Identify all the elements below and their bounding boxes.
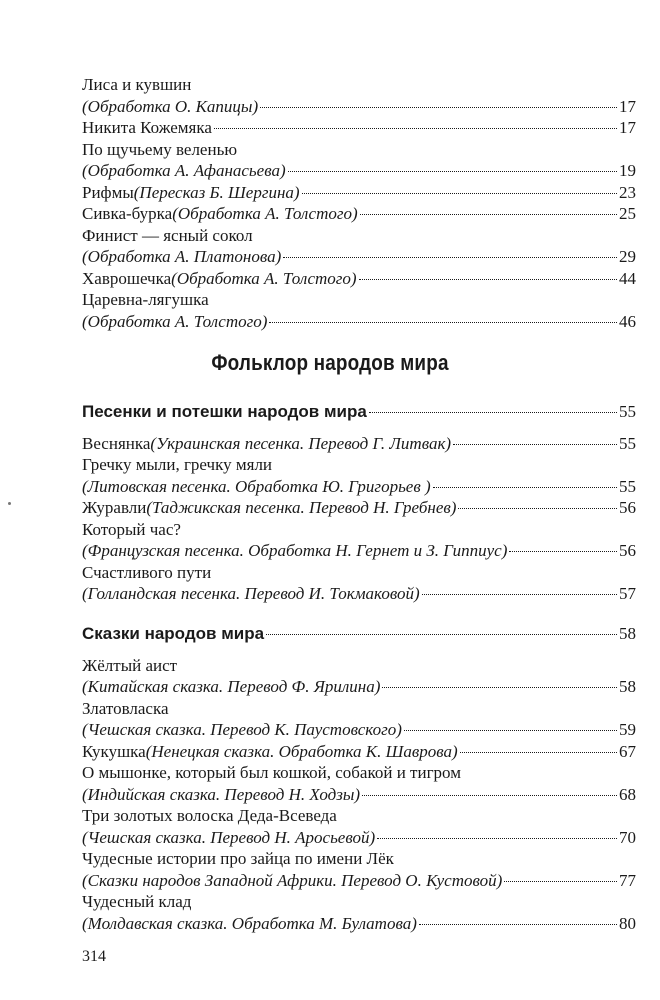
toc-entry-title-line[interactable] (82, 762, 636, 784)
page-ref: 70 (619, 827, 636, 847)
toc-entry-title-line[interactable] (82, 289, 636, 311)
page-ref: 56 (619, 541, 636, 560)
toc-tales-section (82, 623, 636, 934)
page-ref: 55 (619, 402, 636, 421)
page-ref: 44 (619, 268, 636, 288)
page-ref: 80 (619, 913, 636, 933)
leader-dots (419, 924, 617, 925)
entry-title: Жёлтый аист (82, 655, 178, 675)
toc-entry-title-line[interactable] (82, 454, 636, 476)
leader-dots (283, 257, 617, 258)
entry-title: Веснянка (82, 433, 151, 453)
entry-title: Счастливого пути (82, 562, 212, 582)
leader-dots (266, 634, 617, 635)
entry-note: (Литовская песенка. Обработка Ю. Григорьев ) (82, 476, 431, 496)
entry-note: (Чешская сказка. Перевод Н. Аросьевой) (82, 827, 376, 847)
leader-dots (504, 881, 617, 882)
toc-entry[interactable] (82, 160, 636, 182)
section-title: Фольклор народов мира (211, 350, 449, 375)
toc-songs-list (82, 433, 636, 605)
leader-dots (359, 279, 617, 280)
page-ref: 57 (619, 584, 636, 603)
page-ref: 46 (619, 311, 636, 331)
leader-dots (453, 444, 617, 445)
subheading-title: Сказки народов мира (82, 624, 265, 643)
toc-entry[interactable] (82, 784, 636, 806)
entry-title: Который час? (82, 519, 181, 539)
leader-dots (509, 551, 617, 552)
leader-dots (377, 838, 617, 839)
entry-note: (Обработка О. Капицы) (82, 96, 259, 116)
toc-entry[interactable] (82, 433, 636, 455)
leader-dots (288, 171, 617, 172)
toc-songs-section (82, 401, 636, 605)
toc-entry-title-line[interactable] (82, 519, 636, 541)
toc-entry[interactable] (82, 870, 636, 892)
toc-entry[interactable] (82, 476, 636, 498)
toc-entry[interactable] (82, 268, 636, 290)
entry-note: (Пересказ Б. Шергина) (133, 182, 300, 202)
entry-title: Финист — ясный сокол (82, 225, 253, 245)
scan-speck (8, 502, 11, 505)
entry-note: (Обработка А. Толстого) (172, 204, 358, 223)
toc-entry[interactable] (82, 182, 636, 204)
page-ref: 19 (619, 161, 636, 180)
leader-dots (369, 412, 617, 413)
toc-subheading-tales[interactable] (82, 623, 636, 645)
leader-dots (362, 795, 617, 796)
toc-entry-title-line[interactable] (82, 139, 636, 161)
entry-title: Хаврошечка (82, 268, 172, 288)
toc-entry[interactable] (82, 540, 636, 562)
entry-title: О мышонке, который был кошкой, собакой и тигром (82, 763, 461, 782)
page-number: 314 (82, 948, 106, 965)
page-ref: 67 (619, 741, 636, 761)
entry-note: (Таджикская песенка. Перевод Н. Гребнев) (146, 498, 457, 517)
toc-subheading-songs[interactable] (82, 401, 636, 423)
entry-title: Лиса и кувшин (82, 75, 192, 94)
leader-dots (269, 322, 617, 323)
toc-entry[interactable] (82, 676, 636, 698)
entry-title: Сивка-бурка (82, 204, 173, 223)
page-ref: 55 (619, 433, 636, 453)
entry-note: (Сказки народов Западной Африки. Перевод О. Кустовой) (82, 870, 503, 890)
page-ref: 29 (619, 247, 636, 266)
leader-dots (214, 128, 617, 129)
toc-entry-title-line[interactable] (82, 225, 636, 247)
entry-title: Златовласка (82, 698, 169, 718)
entry-note: (Обработка А. Толстого) (171, 268, 357, 288)
toc-entry[interactable] (82, 311, 636, 333)
entry-title: Чудесные истории про зайца по имени Лёк (82, 849, 394, 868)
toc-entry-title-line[interactable] (82, 562, 636, 584)
toc-entry-title-line[interactable] (82, 805, 636, 827)
entry-note: (Украинская песенка. Перевод Г. Литвак) (150, 433, 452, 453)
page-ref: 55 (619, 476, 636, 496)
toc-entry[interactable] (82, 117, 636, 139)
toc-entry[interactable] (82, 827, 636, 849)
toc-entry[interactable] (82, 246, 636, 268)
entry-note: (Китайская сказка. Перевод Ф. Ярилина) (82, 677, 381, 696)
entry-title: Журавли (82, 498, 147, 517)
entry-note: (Обработка А. Афанасьева) (82, 161, 286, 180)
page-ref: 77 (619, 870, 636, 890)
entry-title: Чудесный клад (82, 892, 192, 911)
leader-dots (460, 752, 617, 753)
entry-title: По щучьему веленью (82, 139, 238, 159)
toc-entry-title-line[interactable] (82, 891, 636, 913)
page-ref: 17 (619, 118, 636, 137)
page-ref: 59 (619, 720, 636, 739)
toc-entry[interactable] (82, 741, 636, 763)
toc-tales-list (82, 655, 636, 935)
toc-entry[interactable] (82, 203, 636, 225)
page-ref: 25 (619, 204, 636, 223)
leader-dots (433, 487, 617, 488)
entry-note: (Индийская сказка. Перевод Н. Ходзы) (82, 784, 361, 804)
toc-entry[interactable] (82, 913, 636, 935)
toc-entry-title-line[interactable] (82, 655, 636, 677)
entry-title: Кукушка (82, 741, 146, 761)
leader-dots (382, 687, 617, 688)
toc-russian-tales (82, 74, 636, 332)
entry-note: (Ненецкая сказка. Обработка К. Шаврова) (145, 741, 458, 761)
toc-entry[interactable] (82, 583, 636, 605)
entry-title: Царевна-лягушка (82, 290, 209, 309)
leader-dots (422, 594, 617, 595)
page-ref: 56 (619, 498, 636, 517)
entry-title: Гречку мыли, гречку мяли (82, 455, 273, 474)
toc-entry[interactable] (82, 497, 636, 519)
entry-note: (Обработка А. Толстого) (82, 311, 268, 331)
subheading-title: Песенки и потешки народов мира (82, 402, 367, 421)
leader-dots (302, 193, 617, 194)
entry-title: Никита Кожемяка (82, 118, 212, 137)
page-ref: 58 (619, 677, 636, 696)
page-ref: 23 (619, 182, 636, 202)
entry-note: (Молдавская сказка. Обработка М. Булатова) (82, 913, 417, 933)
toc-entry-title-line[interactable] (82, 698, 636, 720)
toc-entry-title-line[interactable] (82, 848, 636, 870)
entry-title: Рифмы (82, 182, 134, 202)
leader-dots (404, 730, 617, 731)
page-ref: 58 (619, 624, 636, 643)
entry-title: Три золотых волоска Деда-Всеведа (82, 806, 337, 825)
toc-entry[interactable] (82, 96, 636, 118)
page-ref: 68 (619, 784, 636, 804)
entry-note: (Обработка А. Платонова) (82, 247, 282, 266)
entry-note: (Голландская песенка. Перевод И. Токмаковой) (82, 584, 420, 603)
leader-dots (458, 508, 617, 509)
entry-note: (Чешская сказка. Перевод К. Паустовского) (82, 720, 402, 739)
toc-entry[interactable] (82, 719, 636, 741)
entry-note: (Французская песенка. Обработка Н. Гернет и З. Гиппиус) (82, 541, 508, 560)
leader-dots (360, 214, 617, 215)
toc-entry-title-line[interactable] (82, 74, 636, 96)
page-ref: 17 (619, 96, 636, 116)
leader-dots (260, 107, 617, 108)
